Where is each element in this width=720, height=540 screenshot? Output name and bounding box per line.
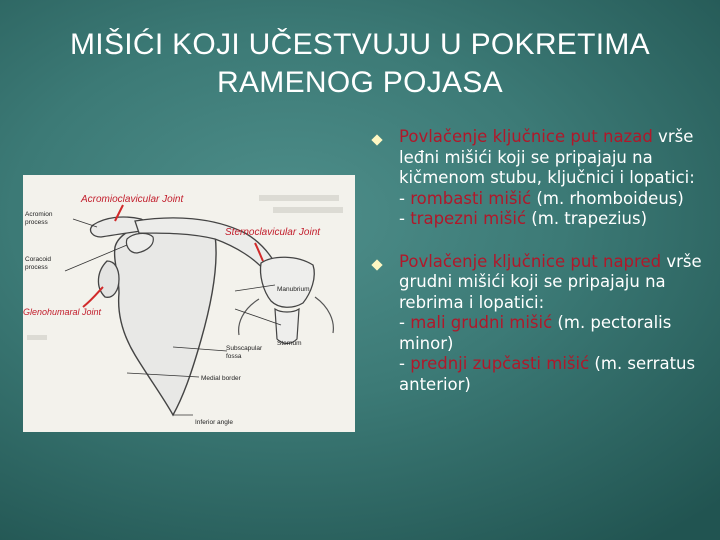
label-medial-border: Medial border [201, 375, 241, 382]
muscle-name: rombasti mišić [410, 188, 532, 208]
label-sternoclavicular: Sternoclavicular Joint [225, 227, 321, 238]
label-inferior-angle: Inferior angle [195, 419, 233, 426]
entry-prefix: - [399, 354, 411, 373]
entry-prefix: - [399, 209, 411, 228]
bullet-text [399, 127, 713, 230]
muscle-latin: (m. pectoralis minor) [399, 313, 672, 353]
entry-prefix: - [399, 188, 411, 208]
bullet-intro-highlight: Povlačenje ključnice put nazad [399, 127, 653, 146]
label-coracoid-process: process [25, 264, 48, 271]
manubrium-shape [260, 257, 314, 307]
muscle-name: mali grudni mišić [410, 313, 553, 332]
label-acromioclavicular: Acromioclavicular Joint [81, 194, 184, 205]
bullet-item [368, 252, 713, 396]
label-acromion-process: process [25, 219, 48, 226]
diamond-bullet-icon [371, 259, 382, 270]
bullet-item [368, 127, 713, 230]
muscle-latin: (m. serratus anterior) [399, 354, 696, 394]
leader-line [73, 219, 97, 227]
bullet-intro-rest: vrše grudni mišići koji se pripajaju na rebrima i lopatici: [399, 251, 702, 312]
background-text-line [273, 207, 343, 213]
shoulder-anatomy-illustration [23, 175, 355, 432]
title-line-1: MIŠIĆI KOJI UČESTVUJU U POKRETIMA [70, 28, 650, 61]
muscle-entry [399, 189, 713, 210]
label-sternum: Sternum [277, 340, 302, 347]
background-text-line [27, 335, 47, 340]
bullet-intro-highlight: Povlačenje ključnice put napred [399, 251, 662, 271]
muscle-name: prednji zupčasti mišić [410, 354, 590, 373]
background-text-line [259, 195, 339, 201]
scapula-shape [115, 223, 216, 416]
label-acromion: Acromion [25, 211, 53, 218]
label-manubrium: Manubrium [277, 286, 310, 293]
title-line-2: RAMENOG POJASA [217, 66, 503, 99]
slide-title [20, 26, 700, 102]
muscle-latin: (m. rhomboideus) [531, 188, 684, 208]
diamond-bullet-icon [371, 134, 382, 145]
glenoid-region [98, 261, 119, 297]
label-subscapular: Subscapular [226, 345, 263, 352]
entry-prefix: - [399, 313, 411, 332]
label-glenohumeral: Glenohumaral Joint [23, 307, 102, 317]
bullet-text [399, 252, 713, 396]
bullet-intro-rest: vrše leđni mišići koji se pripajaju na kičmenom stubu, ključnici i lopatici: [399, 127, 695, 187]
muscle-entry [399, 209, 713, 230]
arrow-glenohumeral [83, 287, 103, 307]
muscle-entry [399, 354, 713, 395]
muscle-name: trapezni mišić [410, 209, 527, 228]
shoulder-girdle-figure [23, 175, 355, 432]
sternum-shape [275, 309, 299, 344]
label-coracoid: Coracoid [25, 256, 52, 263]
bullet-list [368, 127, 713, 395]
label-fossa: fossa [226, 353, 242, 360]
muscle-entry [399, 313, 713, 354]
muscle-latin: (m. trapezius) [526, 209, 648, 228]
